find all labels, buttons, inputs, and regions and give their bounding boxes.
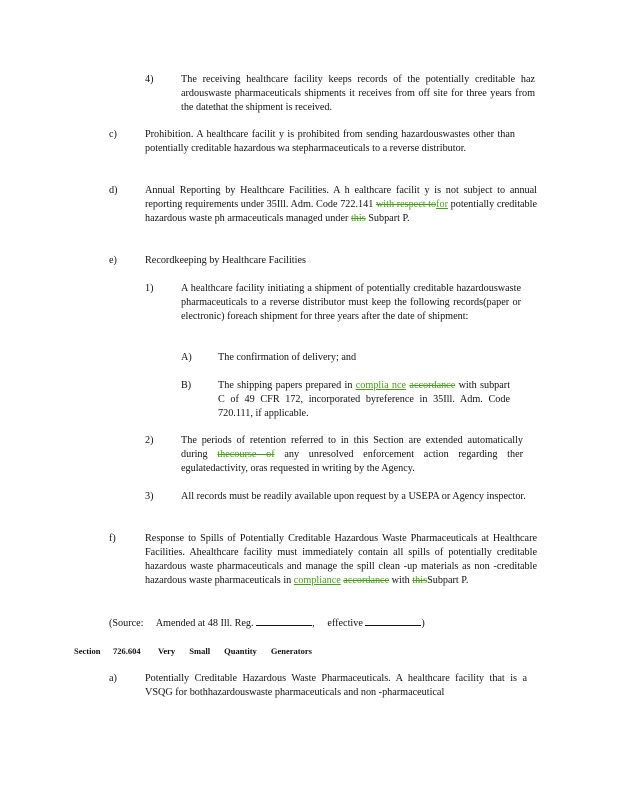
item-d-text-after: Subpart P. xyxy=(368,213,410,224)
item-f-text-before: Response to Spills of Potentially Creditable Hazardous Waste Pharmaceuticals at Healthcare Facilities. Ahealthcare facility must immediately contain all spills of potentially creditable hazardous waste pharmaceuticals and manage the spill clean -up materials as non -creditable hazardous waste pharmaceuticals in xyxy=(145,533,537,586)
item-f-deleted-2: this xyxy=(412,575,428,586)
item-d-text-before: Annual Reporting by Healthcare Facilities. A h ealthcare facilit y is not subject to annual reporting requirements under 35Ill. Adm. Code 722.141 xyxy=(145,185,537,210)
section-label: Section xyxy=(74,646,101,656)
item-e3-text: All records must be readily available upon request by a USEPA or Agency inspector. xyxy=(181,491,526,502)
item-e2-text-before: The periods of retention referred to in this Section are extended automatically during xyxy=(181,435,523,460)
item-e1a-marker: A) xyxy=(181,352,192,363)
source-open: (Source: xyxy=(109,618,144,629)
source-effective: effective xyxy=(327,618,363,629)
item-f-deleted: accordance xyxy=(343,575,390,586)
item-4-text: The receiving healthcare facility keeps records of the potentially creditable haz ardouswaste pharmaceuticals shipments it receives from off site for three years from the datethat the shipment is received. xyxy=(181,74,535,113)
item-a-text: Potentially Creditable Hazardous Waste Pharmaceuticals. A healthcare facility that is a VSQG for bothhazardouswaste pharmaceuticals and non -pharmaceutical xyxy=(145,673,527,698)
item-d-text xyxy=(145,184,537,226)
item-f-marker: f) xyxy=(109,533,116,544)
item-e1b-text xyxy=(218,379,510,421)
item-e-marker: e) xyxy=(109,255,117,266)
section-title: Very Small Quantity Generators xyxy=(158,646,312,656)
item-d-marker: d) xyxy=(109,185,118,196)
section-number: 726.604 xyxy=(113,646,141,656)
item-f-text-after: Subpart P. xyxy=(427,575,469,586)
item-e1b-text-before: The shipping papers prepared in xyxy=(218,380,353,391)
item-f-inserted: compliance xyxy=(293,575,341,586)
item-e1-marker: 1) xyxy=(145,283,154,294)
item-e2-text-after: any unresolved enforcement action regarding ther egulatedactivity, oras requested in writing by the Agency. xyxy=(181,449,524,474)
source-close: ) xyxy=(421,618,425,629)
item-e1b-text-after: with subpart C of 49 CFR 172, incorporated byreference in 35Ill. Adm. Code 720.111, if applicable. xyxy=(218,380,511,419)
item-e2-deleted: thecourse of xyxy=(217,449,275,460)
item-e2-marker: 2) xyxy=(145,435,154,446)
item-d-inserted: for xyxy=(436,199,448,210)
item-e-heading: Recordkeeping by Healthcare Facilities xyxy=(145,255,306,266)
item-c-marker: c) xyxy=(109,129,117,140)
item-e3-marker: 3) xyxy=(145,491,154,502)
item-a-marker: a) xyxy=(109,673,117,684)
source-amended: Amended at 48 Ill. Reg. xyxy=(155,618,254,629)
item-d-text-middle: potentially creditable hazardous waste ph armaceuticals managed under xyxy=(145,199,538,224)
source-comma: , xyxy=(312,618,315,629)
item-e1-text: A healthcare facility initiating a shipment of potentially creditable hazardouswaste pharmaceuticals to a reverse distributor must keep the following records(paper or electronic) foreach shipment for three years after the date of shipment: xyxy=(181,283,521,322)
item-4-marker: 4) xyxy=(145,74,154,85)
item-f-text xyxy=(145,532,537,588)
item-e1b-inserted: complia nce xyxy=(355,380,407,391)
item-d-deleted-2: this xyxy=(350,213,366,224)
item-d-deleted: with respect to xyxy=(375,199,437,210)
effective-date-blank xyxy=(365,615,421,626)
item-c-text: Prohibition. A healthcare facilit y is prohibited from sending hazardouswastes other than potentially creditable hazardous wa stepharmaceuticals to a reverse distributor. xyxy=(145,129,515,154)
source-note xyxy=(109,615,529,631)
item-e1b-deleted: accordance xyxy=(409,380,456,391)
register-blank xyxy=(256,615,312,626)
item-f-text-middle: with xyxy=(391,575,410,586)
item-e1a-text: The confirmation of delivery; and xyxy=(218,352,357,363)
item-e2-text xyxy=(181,434,523,476)
item-e1b-marker: B) xyxy=(181,380,192,391)
